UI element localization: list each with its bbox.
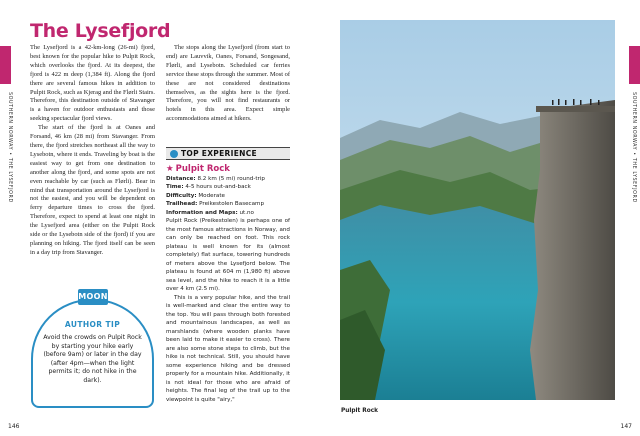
photo-illustration [340, 20, 615, 400]
top-experience-body [166, 217, 290, 404]
fact-distance: Distance: 8.2 km (5 mi) round-trip [166, 176, 265, 182]
paragraph: Pulpit Rock (Preikestolen) is perhaps one of the most famous attractions in Norway, and can only be reached on foot. This rock plateau is well known for its (almost completely) flat surface, towering hundreds of meters above the Lysefjord below. The plateau is found at 604 m (1,980 ft) above sea level, and the hike to reach it is a little over 4 km (2.5 mi). [166, 218, 290, 292]
side-label-left: SOUTHERN NORWAY • THE LYSEFJORD [7, 92, 12, 203]
tab-marker-left [0, 46, 11, 84]
paragraph: This is a very popular hike, and the trail is well-marked and clear the entire way to the top. You will pass through both forested and mountainous landscapes, as well as marshlands (where wooden planks have been laid to make it easier to cross). There are also some stone steps to climb, but the hike is not technical. Still, you should have some experience hiking and be dressed properly for a mountain hike. Additionally, it is not ideal for those who are afraid of heights. The final leg of the trail up to the viewpoint is quite "airy," [166, 294, 290, 403]
paragraph: The start of the fjord is at Oanes and Forsand, 46 km (28 mi) from Stavanger. From there, the fjord stretches northeast all the way to Lysebotn, where it ends. Traveling by boat is the easiest way to get from one destination to another along the fjord, and some spots are not even reachable by car (such as Flørli). Bear in mind that transportation around the Lysefjord is not the easiest, and you will be dependent on ferry departure times to cross the fjord. Therefore, expect to spend at least one night in the Lysefjord area (either on the Pulpit Rock side or the Lysebotn side of the fjord) if you are planning on hiking. The fjord itself can be seen in a day trip from Stavanger. [30, 124, 155, 256]
top-experience-label: TOP EXPERIENCE [181, 149, 257, 158]
author-tip-body: Avoid the crowds on Pulpit Rock by starting your hike early (before 9am) or later in the day (after 4pm—when the light permits it; do not hike in the dark). [43, 334, 142, 384]
paragraph: The Lysefjord is a 42-km-long (26-mi) fjord, best known for the popular hike to Pulpit Rock, which overlooks the fjord. At its deepest, the fjord is 422 m deep (1,384 ft). Along the fjord there are several famous hikes in addition to Pulpit Rock, such as Kjerag and the Flørli Stairs. Therefore, this destination outside of Stavanger is a haven for outdoor enthusiasts and those seeking spectacular fjord views. [30, 44, 155, 123]
page-title: The Lysefjord [30, 20, 171, 42]
star-icon: ★ [166, 164, 174, 174]
moon-logo: MOON [78, 289, 108, 305]
pulpit-rock-photo [340, 20, 615, 400]
paragraph: The stops along the Lysefjord (from start to end) are Lauvvik, Oanes, Forsand, Songesand, Flørli, and Lysebotn. Scheduled car ferries service these stops through the summer. Most of these are not considered destinations themselves, as the sights here is the fjord. Therefore, you will not find restaurants or hotels in this area. Expect simple accommodations aimed at hikers. [166, 44, 290, 123]
fact-difficulty: Difficulty: Moderate [166, 192, 225, 199]
top-experience-icon [170, 150, 178, 158]
side-label-right: SOUTHERN NORWAY • THE LYSEFJORD [631, 92, 636, 203]
hike-facts [166, 175, 290, 217]
top-experience-header [166, 147, 290, 160]
fact-trailhead: Trailhead: Preikestolen Basecamp [166, 201, 265, 208]
author-tip-title: AUTHOR TIP [64, 320, 121, 329]
page-number-right: 147 [620, 423, 632, 430]
photo-caption: Pulpit Rock [341, 408, 379, 414]
top-experience-title: ★ Pulpit Rock [166, 164, 230, 174]
body-column-2 [166, 44, 290, 124]
fact-time: Time: 4-5 hours out-and-back [166, 184, 251, 191]
fact-info: Information and Maps: ut.no [166, 209, 254, 216]
page-number-left: 146 [8, 423, 20, 430]
tab-marker-right [629, 46, 640, 84]
body-column-1 [30, 44, 155, 258]
